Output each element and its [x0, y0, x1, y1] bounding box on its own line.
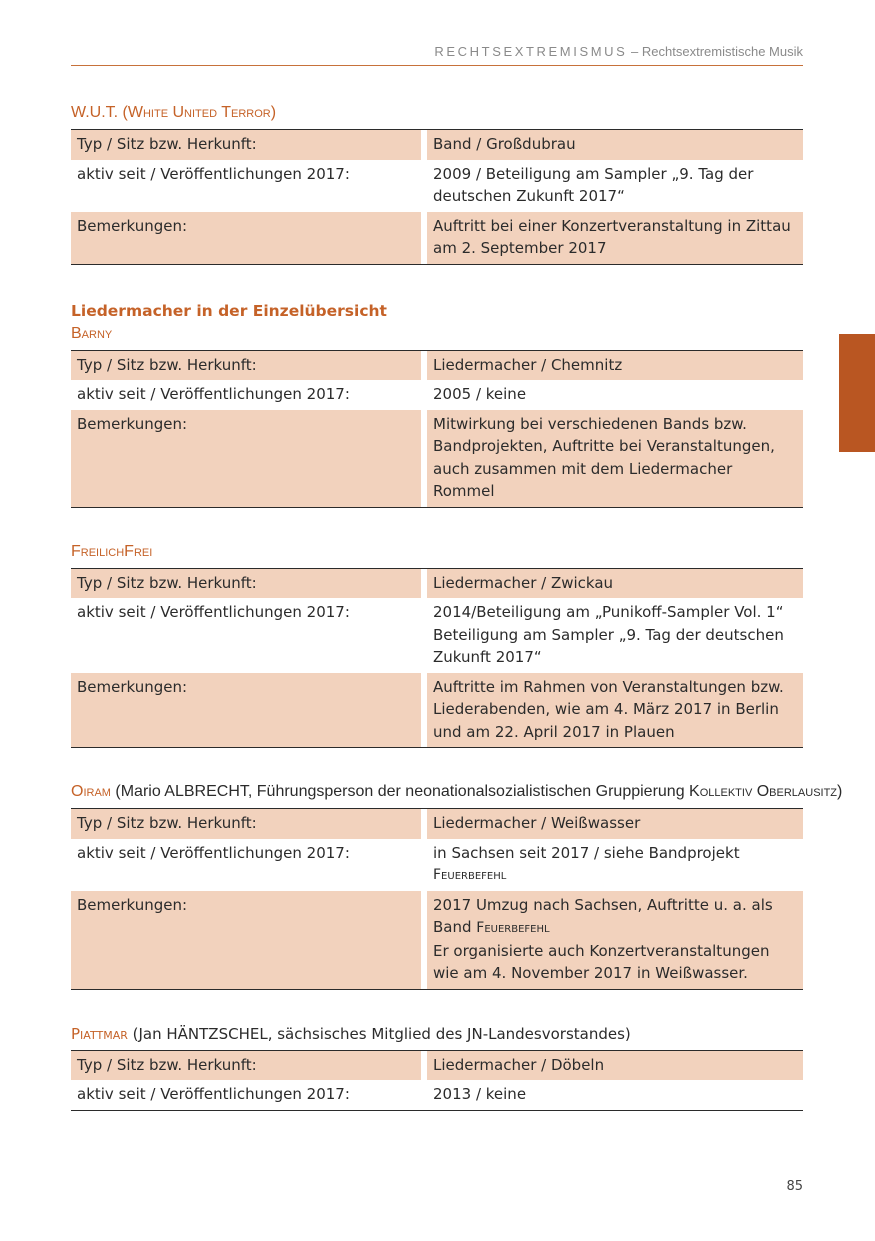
- row-label: Bemerkungen:: [71, 212, 427, 264]
- table-row: [71, 839, 803, 891]
- value-line: in Sachsen seit 2017 / siehe Bandprojekt: [433, 843, 740, 862]
- entry-description: (Jan HÄNTZSCHEL, sächsisches Mitglied des JN-Landesvorstandes): [127, 1024, 631, 1043]
- row-value: [427, 891, 803, 989]
- value-line: 2014/Beteiligung am „Punikoff-Sampler Vol. 1“: [433, 603, 784, 621]
- value-line: Beteiligung am Sampler „9. Tag der deutschen Zukunft 2017“: [433, 625, 784, 666]
- row-value: Mitwirkung bei verschiedenen Bands bzw. Bandprojekten, Auftritte bei Veranstaltungen, auch zusammen mit dem Liedermacher Rommel: [427, 410, 803, 507]
- table-row: [71, 891, 803, 989]
- group-name: Kollektiv Oberlausitz: [689, 783, 838, 800]
- row-value: [427, 598, 803, 673]
- band-name: Feuerbefehl: [433, 867, 507, 883]
- table-row: [71, 809, 803, 839]
- table-row: [71, 160, 803, 212]
- row-value: [427, 839, 803, 891]
- row-value: 2013 / keine: [433, 1085, 527, 1103]
- row-label: aktiv seit / Veröffentlichungen 2017:: [71, 598, 427, 673]
- band-name: Feuerbefehl: [476, 920, 550, 936]
- row-value: Band / Großdubrau: [427, 130, 803, 160]
- entry-title-oiram: Oiram (Mario ALBRECHT, Führungsperson der neonationalsozialistischen Gruppierung Kollektiv Oberlausitz): [71, 783, 843, 800]
- row-value: Liedermacher / Weißwasser: [427, 809, 803, 839]
- table-row: [71, 673, 803, 748]
- section-heading: Liedermacher in der Einzelübersicht: [71, 301, 387, 320]
- running-header: [71, 44, 803, 59]
- row-value: Liedermacher / Chemnitz: [427, 351, 803, 381]
- row-label: Bemerkungen:: [71, 891, 427, 989]
- entry-name-expansion: White United Terror: [127, 104, 271, 121]
- entry-name: Oiram: [71, 783, 111, 800]
- row-label: Typ / Sitz bzw. Herkunft:: [71, 351, 427, 381]
- row-label: Typ / Sitz bzw. Herkunft:: [71, 1051, 427, 1081]
- header-section: RECHTSEXTREMISMUS: [434, 44, 628, 59]
- chapter-tab: [839, 334, 875, 452]
- info-table-wut: [71, 129, 803, 265]
- value-line: 2017 Umzug nach Sachsen, Auftritte u. a. als Band Feuerbefehl: [433, 895, 773, 936]
- page-number: 85: [786, 1179, 803, 1194]
- row-label: Typ / Sitz bzw. Herkunft:: [71, 130, 427, 160]
- row-value: Auftritt bei einer Konzertveranstaltung in Zittau am 2. September 2017: [427, 212, 803, 264]
- row-label: aktiv seit / Veröffentlichungen 2017:: [71, 1080, 427, 1110]
- row-value: 2005 / keine: [433, 385, 527, 403]
- row-label: Typ / Sitz bzw. Herkunft:: [71, 569, 427, 599]
- page-content: [71, 104, 843, 1146]
- info-table-piattmar: [71, 1050, 803, 1111]
- table-row: [71, 410, 803, 507]
- row-label: Bemerkungen:: [71, 410, 427, 507]
- header-rule: [71, 65, 803, 66]
- row-value: Auftritte im Rahmen von Veranstaltungen bzw. Liederabenden, wie am 4. März 2017 in Berlin und am 22. April 2017 in Plauen: [427, 673, 803, 748]
- row-label: aktiv seit / Veröffentlichungen 2017:: [71, 160, 427, 212]
- row-value: Liedermacher / Zwickau: [427, 569, 803, 599]
- table-row: [71, 380, 803, 410]
- entry-title-barny: [71, 325, 803, 343]
- entry-name: W.U.T.: [71, 104, 119, 121]
- row-label: aktiv seit / Veröffentlichungen 2017:: [71, 839, 427, 891]
- entry-title-piattmar: [71, 1025, 803, 1043]
- entry-name: FreilichFrei: [71, 542, 153, 560]
- entry-description: (Mario ALBRECHT, Führungsperson der neonationalsozialistischen Gruppierung: [110, 783, 690, 800]
- table-row: [71, 569, 803, 599]
- info-table-oiram: [71, 808, 803, 990]
- entry-title-wut: W.U.T. (White United Terror): [71, 104, 277, 121]
- header-subsection: – Rechtsextremistische Musik: [631, 44, 803, 59]
- table-row: [71, 351, 803, 381]
- row-value: Liedermacher / Döbeln: [427, 1051, 803, 1081]
- entry-name: Barny: [71, 324, 113, 342]
- info-table-freilichfrei: [71, 568, 803, 749]
- table-row: [71, 1051, 803, 1081]
- row-value: 2009 / Beteiligung am Sampler „9. Tag der deutschen Zukunft 2017“: [433, 164, 754, 205]
- table-row: [71, 598, 803, 673]
- value-line: Er organisierte auch Konzertveranstaltungen wie am 4. November 2017 in Weißwasser.: [433, 941, 770, 982]
- row-label: aktiv seit / Veröffentlichungen 2017:: [71, 380, 427, 410]
- table-row: [71, 1080, 803, 1110]
- table-row: [71, 212, 803, 264]
- table-row: [71, 130, 803, 160]
- info-table-barny: [71, 350, 803, 508]
- row-label: Bemerkungen:: [71, 673, 427, 748]
- entry-title-freilichfrei: [71, 543, 803, 561]
- row-label: Typ / Sitz bzw. Herkunft:: [71, 809, 427, 839]
- entry-name: Piattmar: [71, 1024, 128, 1043]
